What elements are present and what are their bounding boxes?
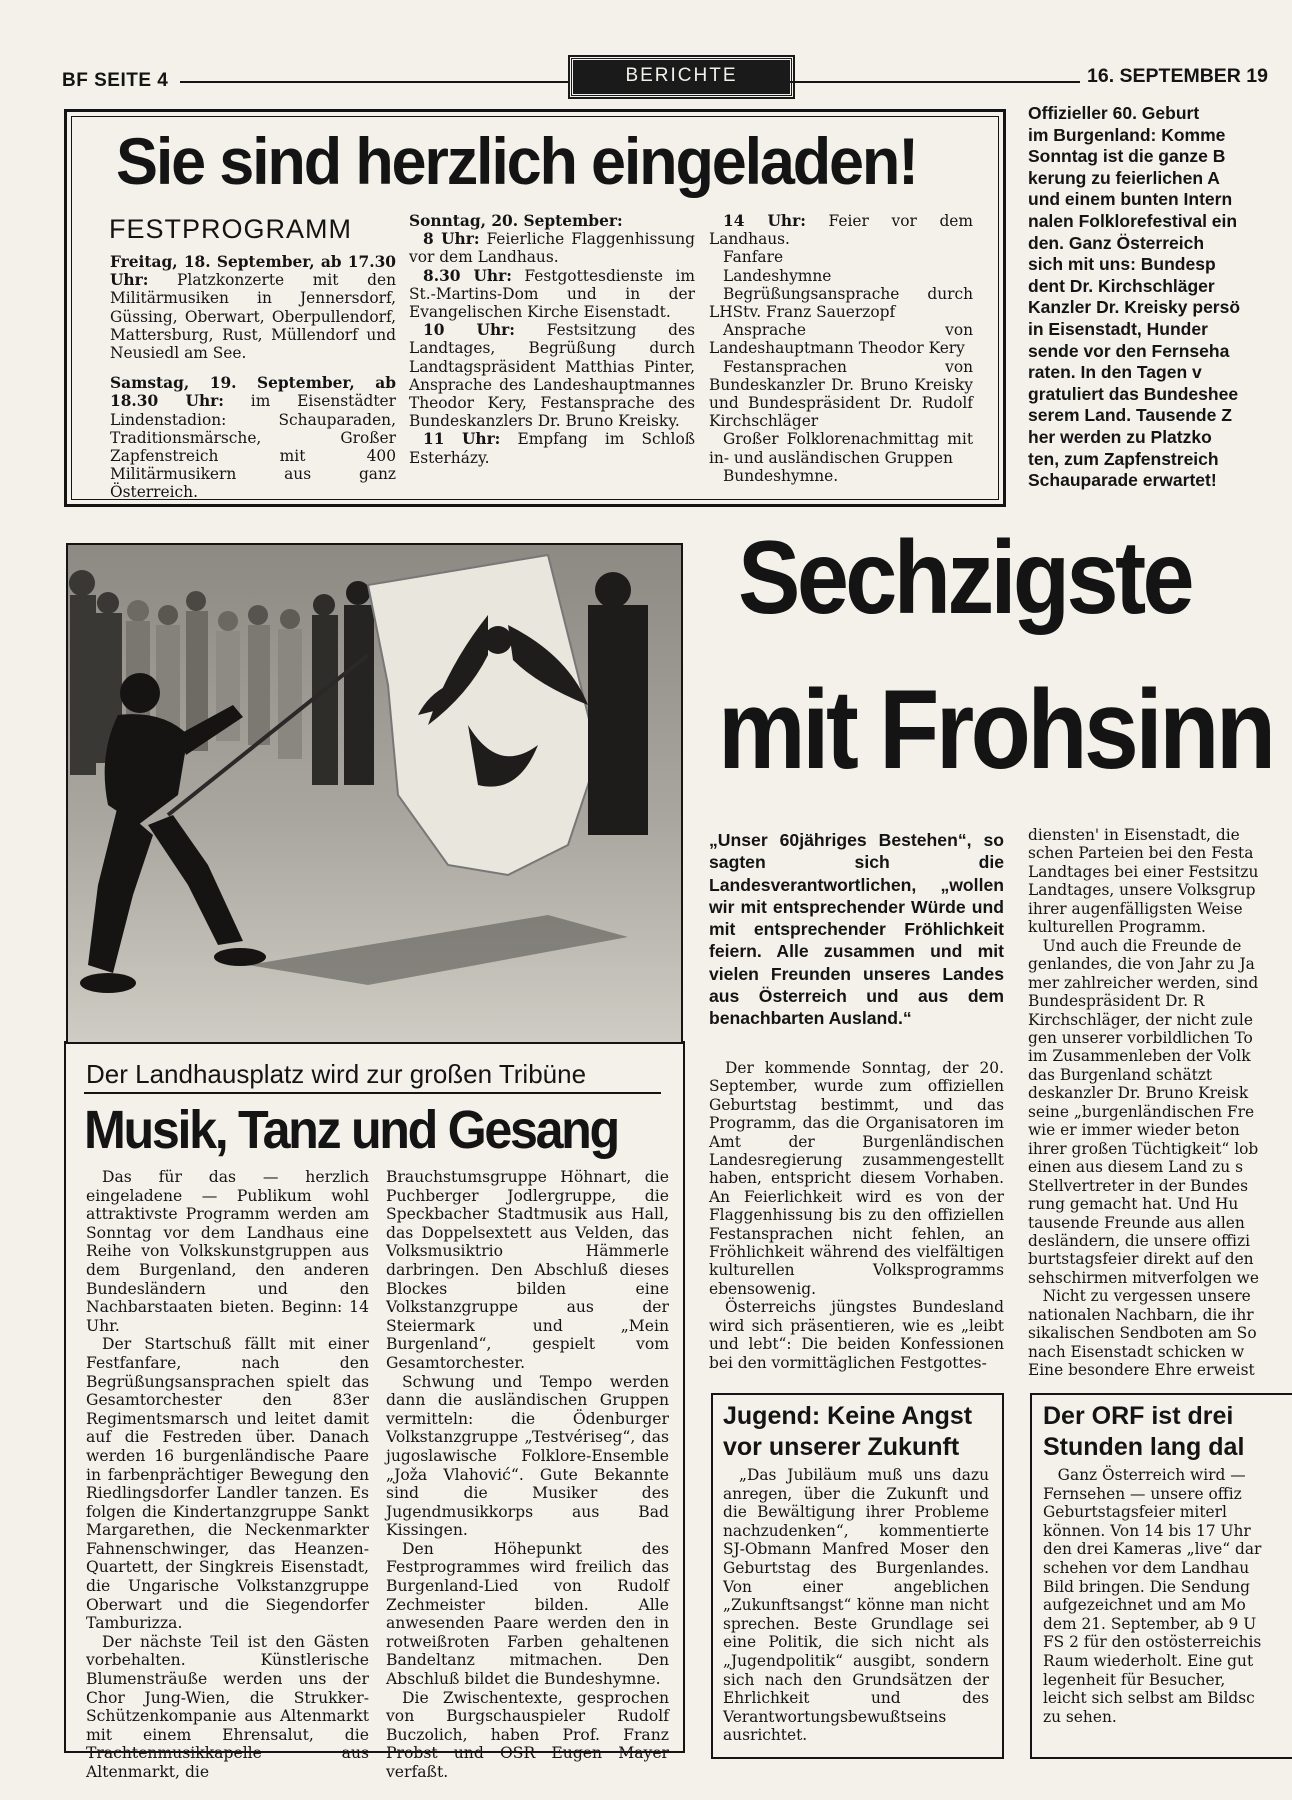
- program-begruessung: Begrüßungsansprache durch LHStv. Franz Sauerzopf: [709, 284, 973, 322]
- sechzig-col2-line: desländern, die unsere offizi: [1028, 1231, 1250, 1250]
- program-col-3: [709, 212, 973, 485]
- sechzig-p2: Österreichs jüngstes Bundesland wird sich präsentieren, wie es „leibt und lebt“: Die beiden Konfessionen bei den vormittäglichen Festgottes-: [709, 1298, 1004, 1372]
- side-teaser-line: Sonntag ist die ganze B: [1028, 146, 1226, 167]
- program-col-2: [409, 212, 695, 467]
- orf-line: Ganz Österreich wird —: [1043, 1466, 1246, 1484]
- orf-headline-2: Stunden lang dal: [1043, 1433, 1245, 1461]
- sechzig-col2-line: Bundespräsident Dr. R: [1028, 992, 1205, 1011]
- orf-line: dem 21. September, ab 9 U: [1043, 1614, 1257, 1633]
- side-teaser-line: her werden zu Platzko: [1028, 426, 1212, 447]
- section-label-box: [570, 57, 793, 97]
- landhaus-p3: Der nächste Teil ist den Gästen vorbehalten. Künstlerische Blumensträuße werden uns der Chor Jung-Wien, die Strukker-Schützenkompanie aus Altenmarkt mit einem Ehrensalut, die Trachtenmusikkapelle aus Altenmarkt, die: [86, 1632, 369, 1781]
- orf-line: Fernsehen — unsere offiz: [1043, 1484, 1242, 1503]
- orf-line: Bild bringen. Die Sendung: [1043, 1577, 1250, 1596]
- sechzig-col2-line: ihrer augenfälligsten Weise: [1028, 899, 1243, 918]
- sechzig-col2-line: sikalischen Sendboten am So: [1028, 1324, 1257, 1343]
- side-teaser-line: sende vor den Fernseha: [1028, 340, 1230, 361]
- landhaus-headline: Musik, Tanz und Gesang: [84, 1100, 618, 1160]
- side-teaser-line: Kanzler Dr. Kreisky persö: [1028, 297, 1241, 318]
- program-ansprache: Ansprache von Landeshauptmann Theodor Kery: [709, 321, 973, 358]
- sechzig-p1: Der kommende Sonntag, der 20. September, wurde zum offiziellen Geburtstag bestimmt, und das Programm, das die Organisatoren im Amt der Burgenländischen Landesregierung zusammengestellt haben, entspricht diesem Vorhaben. An Feierlichkeit wird es von der Flaggenhissung bis zu den offiziellen Festansprachen nicht fehlen, an Fröhlichkeit während des vielfältigen kulturellen Volksprogramms ebensowenig.: [709, 1059, 1004, 1298]
- sechzig-col2-line: nach Eisenstadt schicken w: [1028, 1342, 1245, 1361]
- orf-line: legenheit für Besucher,: [1043, 1670, 1226, 1689]
- orf-line: den drei Kameras „live“ dar: [1043, 1540, 1262, 1559]
- program-festansprachen: Festansprachen von Bundeskanzler Dr. Bruno Kreisky und Bundespräsident Dr. Rudolf Kirchschläger: [709, 357, 973, 431]
- sechzig-col2-line: seine „burgenländischen Fre: [1028, 1102, 1255, 1121]
- sechzig-col2-line: schen Parteien bei den Festa: [1028, 844, 1254, 863]
- orf-line: aufgezeichnet und am Mo: [1043, 1596, 1246, 1615]
- side-teaser-line: gratuliert das Bundeshee: [1028, 383, 1239, 404]
- landhaus-p1: Das für das — herzlich eingeladene — Publikum wohl attraktivste Programm werden am Sonntag vor dem Landhaus eine Reihe von Volkskunstgruppen aus dem Burgenland, den anderen Bundesländern und den Nachbarstaaten bieten. Beginn: 14 Uhr.: [86, 1168, 369, 1335]
- orf-text: [1043, 1466, 1275, 1726]
- sechzig-col2-line: ihrer großen Tüchtigkeit“ lob: [1028, 1139, 1259, 1158]
- program-8uhr: 8 Uhr: Feierliche Flaggenhissung vor dem Landhaus.: [409, 230, 695, 267]
- issue-date: 16. SEPTEMBER 19: [1087, 65, 1268, 87]
- side-teaser-line: den. Ganz Österreich: [1028, 232, 1205, 253]
- sechzig-col-2: [1028, 826, 1275, 1380]
- sechzig-col2-line: Eine besondere Ehre erweist: [1028, 1361, 1255, 1380]
- program-14uhr: 14 Uhr: Feier vor dem Landhaus.: [709, 212, 973, 249]
- sechzig-col2-line: genlandes, die von Jahr zu Ja: [1028, 955, 1255, 974]
- side-teaser-line: Schauparade erwartet!: [1028, 470, 1217, 491]
- program-fanfare: Fanfare: [723, 248, 784, 267]
- side-teaser-line: sich mit uns: Bundesp: [1028, 254, 1216, 275]
- sechzig-col2-line: Stellvertreter in der Bundes: [1028, 1176, 1248, 1195]
- side-teaser-line: ten, zum Zapfenstreich: [1028, 448, 1219, 469]
- side-teaser-line: dent Dr. Kirchschläger: [1028, 275, 1215, 296]
- jugend-text: [723, 1466, 989, 1745]
- side-teaser-line: serem Land. Tausende Z: [1028, 405, 1232, 426]
- landhaus-kicker: Der Landhausplatz wird zur großen Tribüne: [86, 1059, 587, 1089]
- landhaus-col-2: [386, 1168, 669, 1782]
- invitation-headline: Sie sind herzlich eingeladen!: [116, 125, 917, 199]
- sechzig-col2-line: Landtages bei einer Festsitzu: [1028, 862, 1259, 881]
- orf-line: schehen vor dem Landhau: [1043, 1558, 1250, 1577]
- program-sunday-title: Sonntag, 20. September:: [409, 212, 623, 230]
- side-teaser-line: im Burgenland: Komme: [1028, 124, 1226, 145]
- landhaus-p2: Der Startschuß fällt mit einer Festfanfare, nach den Begrüßungsansprachen spielt das Gesamtorchester den 83er Regimentsmarsch und leitet damit auf die Festreden über. Danach werden 16 burgenländische Paare in farbenprächtiger Bewegung den Riedlingsdorfer Landler tanzen. Es folgen die Kindertanzgruppe Sankt Margarethen, die Neckenmarkter Fahnenschwinger, das Heanzen-Quartett, der Singkreis Eisenstadt, die Ungarische Volkstanzgruppe Oberwart und die Siegendorfer Tamburizza.: [86, 1335, 369, 1633]
- orf-line: leicht sich selbst am Bildsc: [1043, 1689, 1255, 1708]
- sechzig-col2-line: tausende Freunde aus allen: [1028, 1213, 1245, 1232]
- jugend-headline-2: vor unserer Zukunft: [723, 1433, 960, 1461]
- header-rule-right: [790, 81, 1080, 83]
- sechzig-col2-line: wie er immer wieder beton: [1028, 1121, 1240, 1140]
- sechzig-col2-line: einen aus diesem Land zu s: [1028, 1158, 1243, 1177]
- main-headline-line-1: Sechzigste: [738, 520, 1191, 636]
- sechzig-col2-line: nationalen Nachbarn, die ihr: [1028, 1305, 1254, 1324]
- landhaus-col-1: [86, 1168, 369, 1782]
- landhaus-p6: Den Höhepunkt des Festprogrammes wird freilich das Burgenland-Lied von Rudolf Zechmeister bilden. Alle anwesenden Paare werden den in rotweißroten Farben gehaltenen Bandeltanz mitmachen. Den Abschluß bildet die Bundeshymne.: [386, 1539, 669, 1689]
- landhaus-kicker-rule: [84, 1092, 661, 1094]
- sechzig-col2-line: sehschirmen mitverfolgen we: [1028, 1268, 1259, 1287]
- orf-line: Raum wiederholt. Eine gut: [1043, 1651, 1254, 1670]
- landhaus-p4: Brauchstumsgruppe Höhnart, die Puchberger Jodlergruppe, die Speckbacher Stadtmusik aus Hall, das Doppelsextett aus Velden, das Volksmusiktrio Hämmerle darbringen. Den Abschluß dieses Blockes bilden eine Volkstanzgruppe aus der Steiermark und „Mein Burgenland“, gespielt vom Gesamtorchester.: [386, 1168, 669, 1372]
- sechzig-col2-line: Kirchschläger, der nicht zule: [1028, 1010, 1253, 1029]
- sechzig-col2-line: rung gemacht hat. Und Hu: [1028, 1195, 1239, 1214]
- jugend-paragraph: „Das Jubiläum muß uns dazu anregen, über die Zukunft und die Bewältigung ihrer Probleme nachzudenken“, kommentierte SJ-Obmann Manfred Moser den Geburtstag des Burgenlandes. Von einer angeblichen „Zukunftsangst“ könne man nicht sprechen. Beste Grundlage sei eine Politik, die sich nicht als „Jugendpolitik“ ausgibt, sondern sich nach den Grundsätzen der Ehrlichkeit und des Verantwortungsbewußtseins ausrichtet.: [723, 1466, 989, 1745]
- program-bundeshymne: Bundeshymne.: [723, 466, 839, 485]
- landhaus-p5: Schwung und Tempo werden dann die ausländischen Gruppen vermitteln: die Ödenburger Volkstanzgruppe „Testvériseg“, das jugoslawische Folklore-Ensemble „Joža Vlahović“. Gute Bekannte sind die Musiker des Jugendmusikkorps aus Bad Kissingen.: [386, 1372, 669, 1540]
- side-teaser-line: raten. In den Tagen v: [1028, 362, 1202, 383]
- sechzig-col2-line: im Zusammenleben der Volk: [1028, 1047, 1251, 1066]
- program-saturday: Samstag, 19. September, ab 18.30 Uhr: im Eisenstädter Lindenstadion: Schauparaden, Traditionsmärsche, Großer Zapfenstreich mit 400 Militärmusikern aus ganz Österreich.: [110, 374, 396, 502]
- photo-illustration: [68, 545, 681, 1042]
- program-830uhr: 8.30 Uhr: Festgottesdienste im St.-Martins-Dom und in der Evangelischen Kirche Eisenstadt.: [409, 266, 695, 322]
- program-friday: Freitag, 18. September, ab 17.30 Uhr: Platzkonzerte mit den Militärmusiken in Jennersdorf, Güssing, Oberwart, Oberpullendorf, Mattersburg, Rust, Müllendorf und Neusiedl am See.: [110, 253, 396, 363]
- jugend-headline-1: Jugend: Keine Angst: [723, 1402, 973, 1430]
- sechzig-col2-line: das Burgenland schätzt: [1028, 1065, 1213, 1084]
- sechzig-col2-line: Nicht zu vergessen unsere: [1028, 1287, 1251, 1306]
- sechzig-col2-line: Und auch die Freunde de: [1028, 936, 1242, 955]
- program-folklore: Großer Folklorenachmittag mit in- und ausländischen Gruppen: [709, 430, 973, 467]
- program-10uhr: 10 Uhr: Festsitzung des Landtages, Begrüßung durch Landtagspräsident Matthias Pinter, Ansprache des Landeshauptmannes Theodor Kery, Festansprache des Bundeskanzlers Dr. Bruno Kreisky.: [409, 321, 695, 431]
- festprogramm-label: FESTPROGRAMM: [109, 214, 353, 244]
- sechzig-col2-line: kulturellen Programm.: [1028, 918, 1206, 937]
- program-11uhr: 11 Uhr: Empfang im Schloß Esterházy.: [409, 430, 695, 467]
- page-folio: BF SEITE 4: [62, 70, 169, 91]
- side-teaser-line: in Eisenstadt, Hunder: [1028, 318, 1208, 339]
- orf-headline-1: Der ORF ist drei: [1043, 1402, 1234, 1430]
- sechzig-lead: „Unser 60jähriges Bestehen“, so sagten sich die Landesverantwortlichen, „wollen wir mit entsprechender Würde und mit entsprechender Fröhlichkeit feiern. Alle zusammen und mit vielen Freunden unseres Landes aus Österreich und aus dem benachbarten Ausland.“: [709, 830, 1004, 1029]
- side-teaser-line: Offizieller 60. Geburt: [1028, 103, 1200, 123]
- sechzig-col2-line: gen unserer vorbildlichen To: [1028, 1028, 1253, 1047]
- sechzig-col2-line: diensten' in Eisenstadt, die: [1028, 826, 1240, 844]
- side-teaser-line: kerung zu feierlichen A: [1028, 167, 1220, 188]
- program-col-1: [110, 253, 396, 502]
- sechzig-col2-line: deskanzler Dr. Bruno Kreisk: [1028, 1084, 1249, 1103]
- side-teaser-column: [1028, 103, 1275, 492]
- sechzig-col2-line: burtstagsfeier direkt auf den: [1028, 1250, 1254, 1269]
- program-landeshymne: Landeshymne: [723, 266, 832, 285]
- main-headline-line-2: mit Frohsinn: [718, 667, 1273, 792]
- side-teaser-line: und einem bunten Intern: [1028, 189, 1233, 210]
- landhaus-p7: Die Zwischentexte, gesprochen von Burgschauspieler Rudolf Buczolich, haben Prof. Franz Probst und OSR Eugen Mayer verfaßt.: [386, 1688, 669, 1781]
- orf-line: können. Von 14 bis 17 Uhr: [1043, 1521, 1251, 1540]
- orf-line: zu sehen.: [1043, 1707, 1117, 1726]
- sechzig-col2-line: mer zahlreicher werden, sind: [1028, 973, 1259, 992]
- sechzig-col2-line: Landtages, unsere Volksgrup: [1028, 881, 1256, 900]
- header-rule-left: [180, 81, 568, 83]
- side-teaser-line: nalen Folklorefestival ein: [1028, 210, 1238, 231]
- photo-flag-swinger: [66, 543, 683, 1044]
- orf-line: FS 2 für den ostösterreichis: [1043, 1633, 1262, 1652]
- sechzig-col-1: [709, 1059, 1004, 1372]
- section-label: BERICHTE: [625, 65, 738, 86]
- orf-line: Geburtstagsfeier miterl: [1043, 1503, 1227, 1522]
